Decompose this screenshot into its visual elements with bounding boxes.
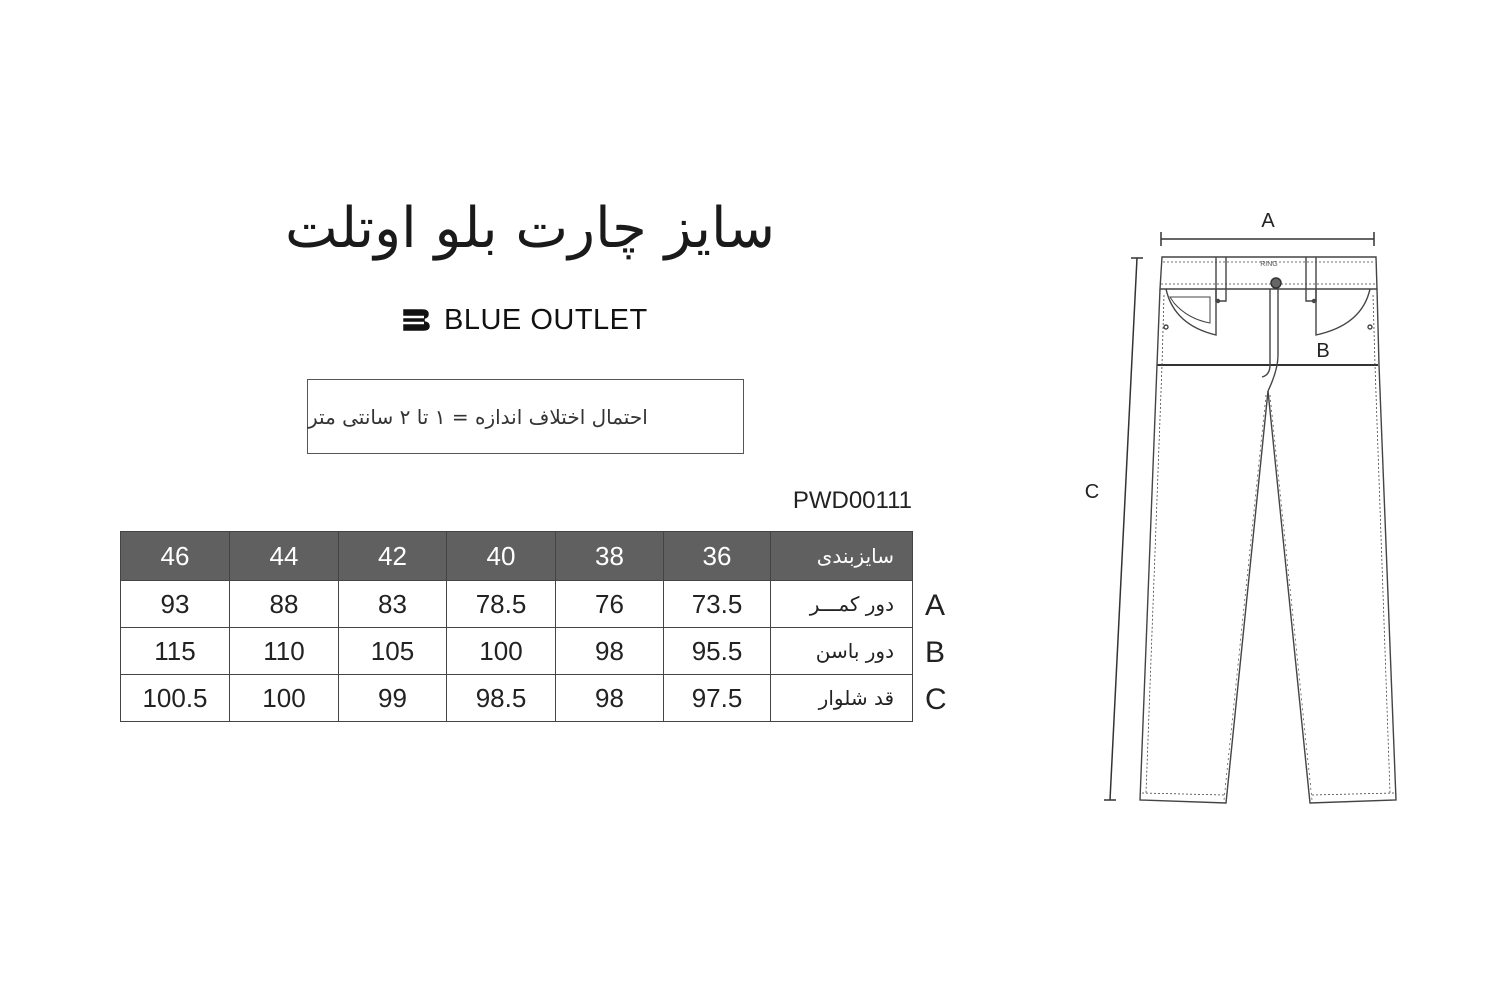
table-cell: 93 <box>121 581 230 628</box>
size-header-cell: 46 <box>121 532 230 581</box>
table-cell: 100 <box>447 628 556 675</box>
waist-button <box>1271 278 1281 288</box>
row-letter: A <box>925 589 946 622</box>
size-header-cell: 40 <box>447 532 556 581</box>
pants-outline <box>1140 257 1396 803</box>
table-cell: 100.5 <box>121 675 230 722</box>
row-letter: B <box>925 636 946 669</box>
product-code: PWD00111 <box>792 487 912 514</box>
table-cell: 99 <box>339 675 447 722</box>
brand <box>402 300 648 340</box>
table-cell: 97.5 <box>664 675 771 722</box>
brand-name: BLUE OUTLET <box>444 303 648 336</box>
table-cell: 83 <box>339 581 447 628</box>
table-cell: 95.5 <box>664 628 771 675</box>
table-cell: 88 <box>230 581 339 628</box>
dimension-label-a: A <box>1261 210 1275 232</box>
size-header-cell: 36 <box>664 532 771 581</box>
table-cell: 98.5 <box>447 675 556 722</box>
table-cell: 73.5 <box>664 581 771 628</box>
size-table <box>120 531 913 722</box>
dimension-label-b: B <box>1316 340 1330 362</box>
tolerance-notice: احتمال اختلاف اندازه = ۱ تا ۲ سانتی متر <box>307 379 744 454</box>
table-row <box>121 581 913 628</box>
brand-logo-icon <box>402 308 432 332</box>
table-header-row <box>121 532 913 581</box>
row-label: دور باسن <box>771 628 913 675</box>
page-title: سایز چارت بلو اوتلت <box>284 196 776 261</box>
row-letter: C <box>925 683 947 716</box>
size-header-label: سایزبندی <box>771 532 913 581</box>
table-row <box>121 675 913 722</box>
table-cell: 115 <box>121 628 230 675</box>
table-cell: 78.5 <box>447 581 556 628</box>
row-label: قد شلوار <box>771 675 913 722</box>
dimension-label-c: C <box>1084 481 1100 503</box>
table-cell: 105 <box>339 628 447 675</box>
table-row <box>121 628 913 675</box>
measure-line-c <box>1104 258 1143 800</box>
table-cell: 110 <box>230 628 339 675</box>
table-cell: 98 <box>556 628 664 675</box>
size-header-cell: 44 <box>230 532 339 581</box>
button-text: RING <box>1260 261 1278 268</box>
size-header-cell: 38 <box>556 532 664 581</box>
row-letters <box>925 584 947 725</box>
row-label: دور کمـــر <box>771 581 913 628</box>
table-cell: 100 <box>230 675 339 722</box>
pants-diagram <box>1070 195 1410 815</box>
table-cell: 98 <box>556 675 664 722</box>
table-cell: 76 <box>556 581 664 628</box>
size-header-cell: 42 <box>339 532 447 581</box>
measure-line-a <box>1161 232 1374 246</box>
